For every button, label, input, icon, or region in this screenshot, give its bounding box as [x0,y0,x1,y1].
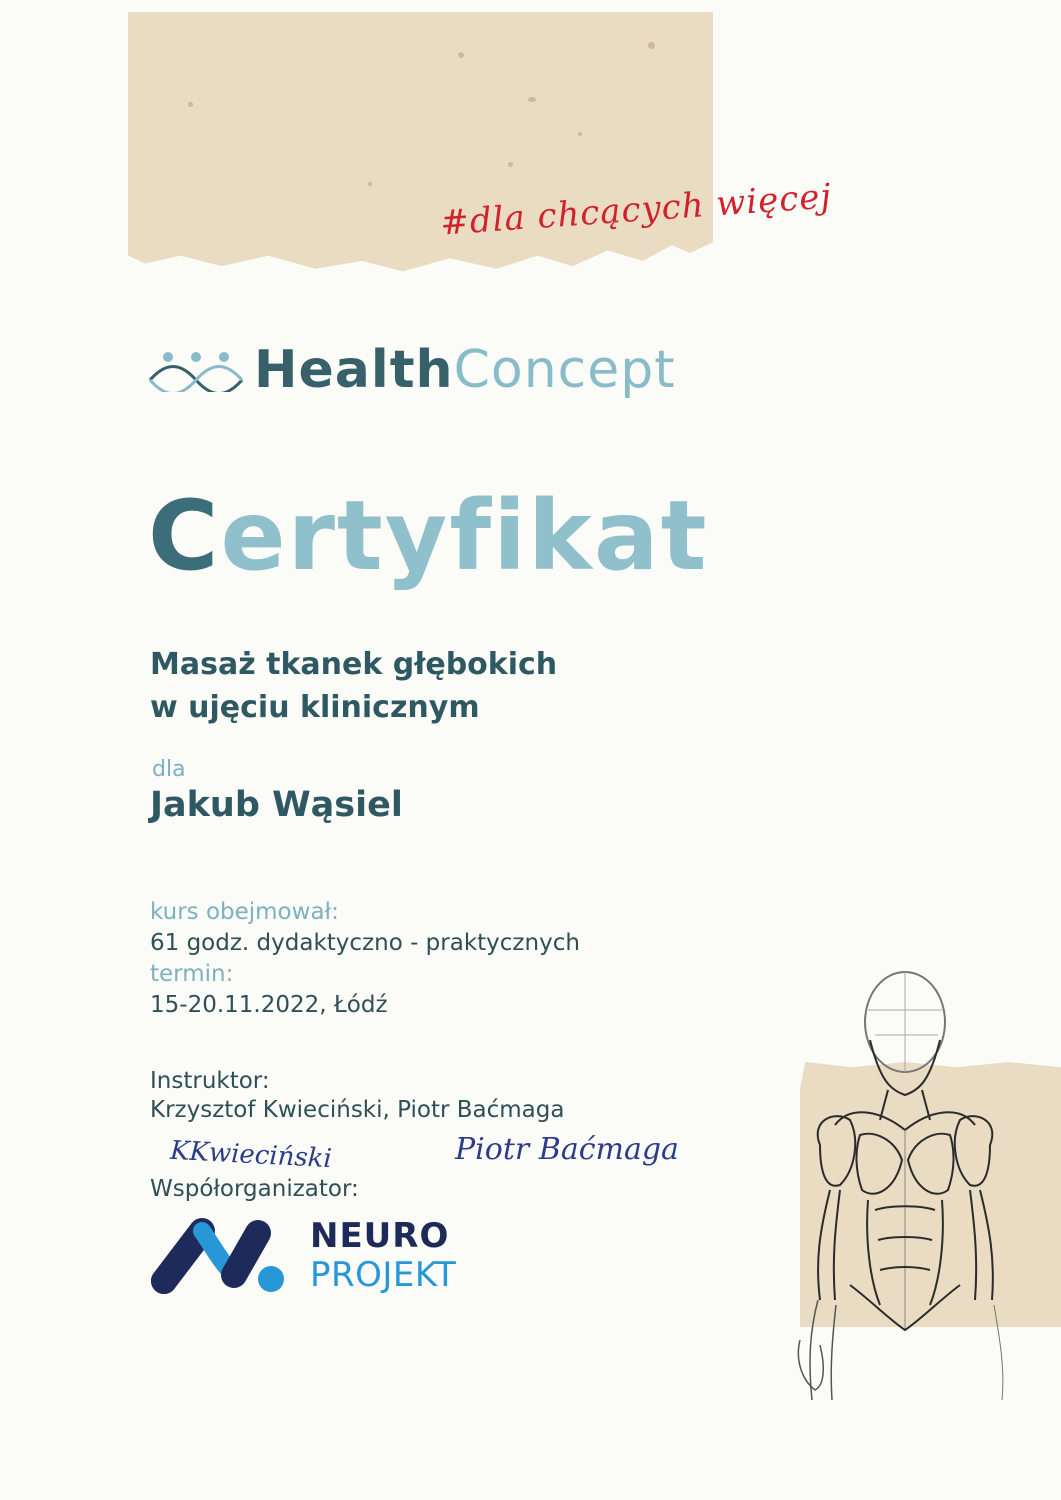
anatomy-sketch-illustration [780,960,1030,1410]
title-rest: ertyfikat [220,480,709,592]
brand-concept: Concept [453,340,676,400]
recipient-name: Jakub Wąsiel [150,785,403,825]
certificate-title [148,480,709,592]
date-value: 15-20.11.2022, Łódź [150,992,388,1018]
paper-texture-top [128,12,713,274]
signature-bacmaga: Piotr Baćmaga [455,1132,679,1167]
scope-value: 61 godz. dydaktyczno - praktycznych [150,930,580,956]
healthconcept-logo [146,340,676,400]
healthconcept-mark-icon [146,348,246,392]
course-title [150,643,557,729]
neuroprojekt-word2: PROJEKT [310,1255,457,1295]
coorganizer-label: Współorganizator: [150,1176,359,1202]
date-label: termin: [150,961,234,987]
instructor-names: Krzysztof Kwieciński, Piotr Baćmaga [150,1097,565,1123]
neuroprojekt-word1: NEURO [310,1216,450,1256]
brand-health: Health [254,340,454,400]
tagline: #dla chcących więcej [439,176,834,244]
instructor-label: Instruktor: [150,1068,270,1094]
signature-kwiecinski: KKwieciński [169,1135,333,1175]
scope-label: kurs obejmował: [150,899,339,925]
course-line-1: Masaż tkanek głębokich [150,647,558,682]
recipient-prefix: dla [152,757,186,782]
title-first-letter: C [148,480,221,592]
course-line-2: w ujęciu klinicznym [150,690,480,725]
